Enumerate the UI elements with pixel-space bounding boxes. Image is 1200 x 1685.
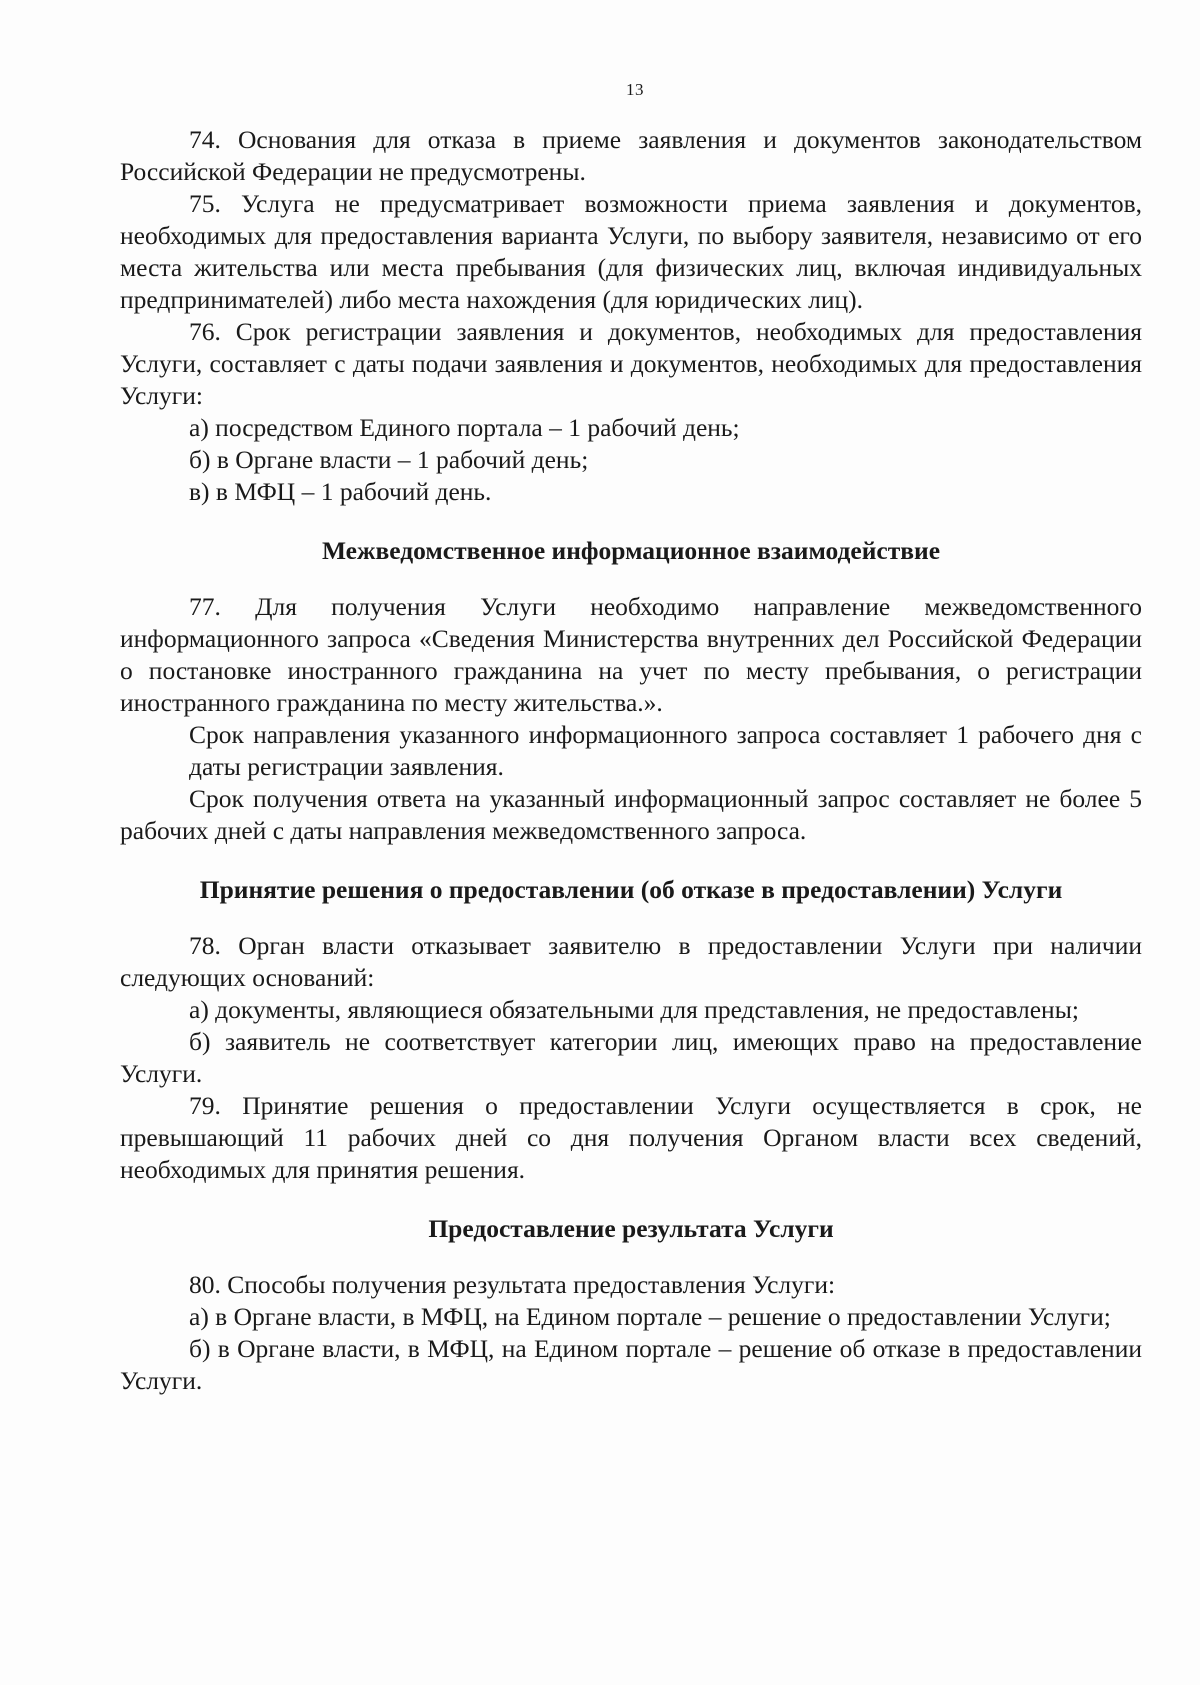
section-heading-interagency: Межведомственное информационное взаимодействие	[321, 536, 941, 565]
list-item-76b: б) в Органе власти – 1 рабочий день;	[189, 445, 589, 474]
paragraph-77-response-term: Срок получения ответа на указанный информационный запрос составляет не более 5 рабочих дней с даты направления межведомственного запроса.	[120, 784, 1142, 845]
list-item-80a: а) в Органе власти, в МФЦ, на Едином портале – решение о предоставлении Услуги;	[189, 1302, 1111, 1331]
list-item-78a: а) документы, являющиеся обязательными для представления, не предоставлены;	[189, 995, 1079, 1024]
document-body	[120, 124, 1142, 1397]
paragraph-74: 74. Основания для отказа в приеме заявления и документов законодательством Российской Федерации не предусмотрены.	[120, 125, 1142, 186]
paragraph-79: 79. Принятие решения о предоставлении Услуги осуществляется в срок, не превышающий 11 рабочих дней со дня получения Органом власти всех сведений, необходимых для принятия решения.	[120, 1091, 1142, 1184]
list-item-80b: б) в Органе власти, в МФЦ, на Едином портале – решение об отказе в предоставлении Услуги.	[120, 1334, 1142, 1395]
list-item-76a: а) посредством Единого портала – 1 рабочий день;	[189, 413, 740, 442]
paragraph-76: 76. Срок регистрации заявления и документов, необходимых для предоставления Услуги, составляет с даты подачи заявления и документов, необходимых для предоставления Услуги:	[120, 317, 1142, 410]
page-number: 13	[626, 80, 644, 99]
section-heading-result: Предоставление результата Услуги	[428, 1214, 834, 1243]
paragraph-77: 77. Для получения Услуги необходимо направление межведомственного информационного запроса «Сведения Министерства внутренних дел Российской Федерации о постановке иностранного гражданина на учет по месту пребывания, о регистрации иностранного гражданина по месту жительства.».	[120, 592, 1142, 717]
paragraph-78: 78. Орган власти отказывает заявителю в предоставлении Услуги при наличии следующих оснований:	[120, 931, 1142, 992]
list-item-78b: б) заявитель не соответствует категории лиц, имеющих право на предоставление Услуги.	[120, 1027, 1142, 1088]
list-item-76c: в) в МФЦ – 1 рабочий день.	[189, 477, 492, 506]
paragraph-77-request-term: Срок направления указанного информационного запроса составляет 1 рабочего дня с даты регистрации заявления.	[189, 720, 1142, 781]
paragraph-80: 80. Способы получения результата предоставления Услуги:	[189, 1270, 836, 1299]
paragraph-75: 75. Услуга не предусматривает возможности приема заявления и документов, необходимых для предоставления варианта Услуги, по выбору заявителя, независимо от его места жительства или места пребывания (для физических лиц, включая индивидуальных предпринимателей) либо места нахождения (для юридических лиц).	[120, 189, 1142, 314]
section-heading-decision: Принятие решения о предоставлении (об отказе в предоставлении) Услуги	[199, 875, 1063, 904]
